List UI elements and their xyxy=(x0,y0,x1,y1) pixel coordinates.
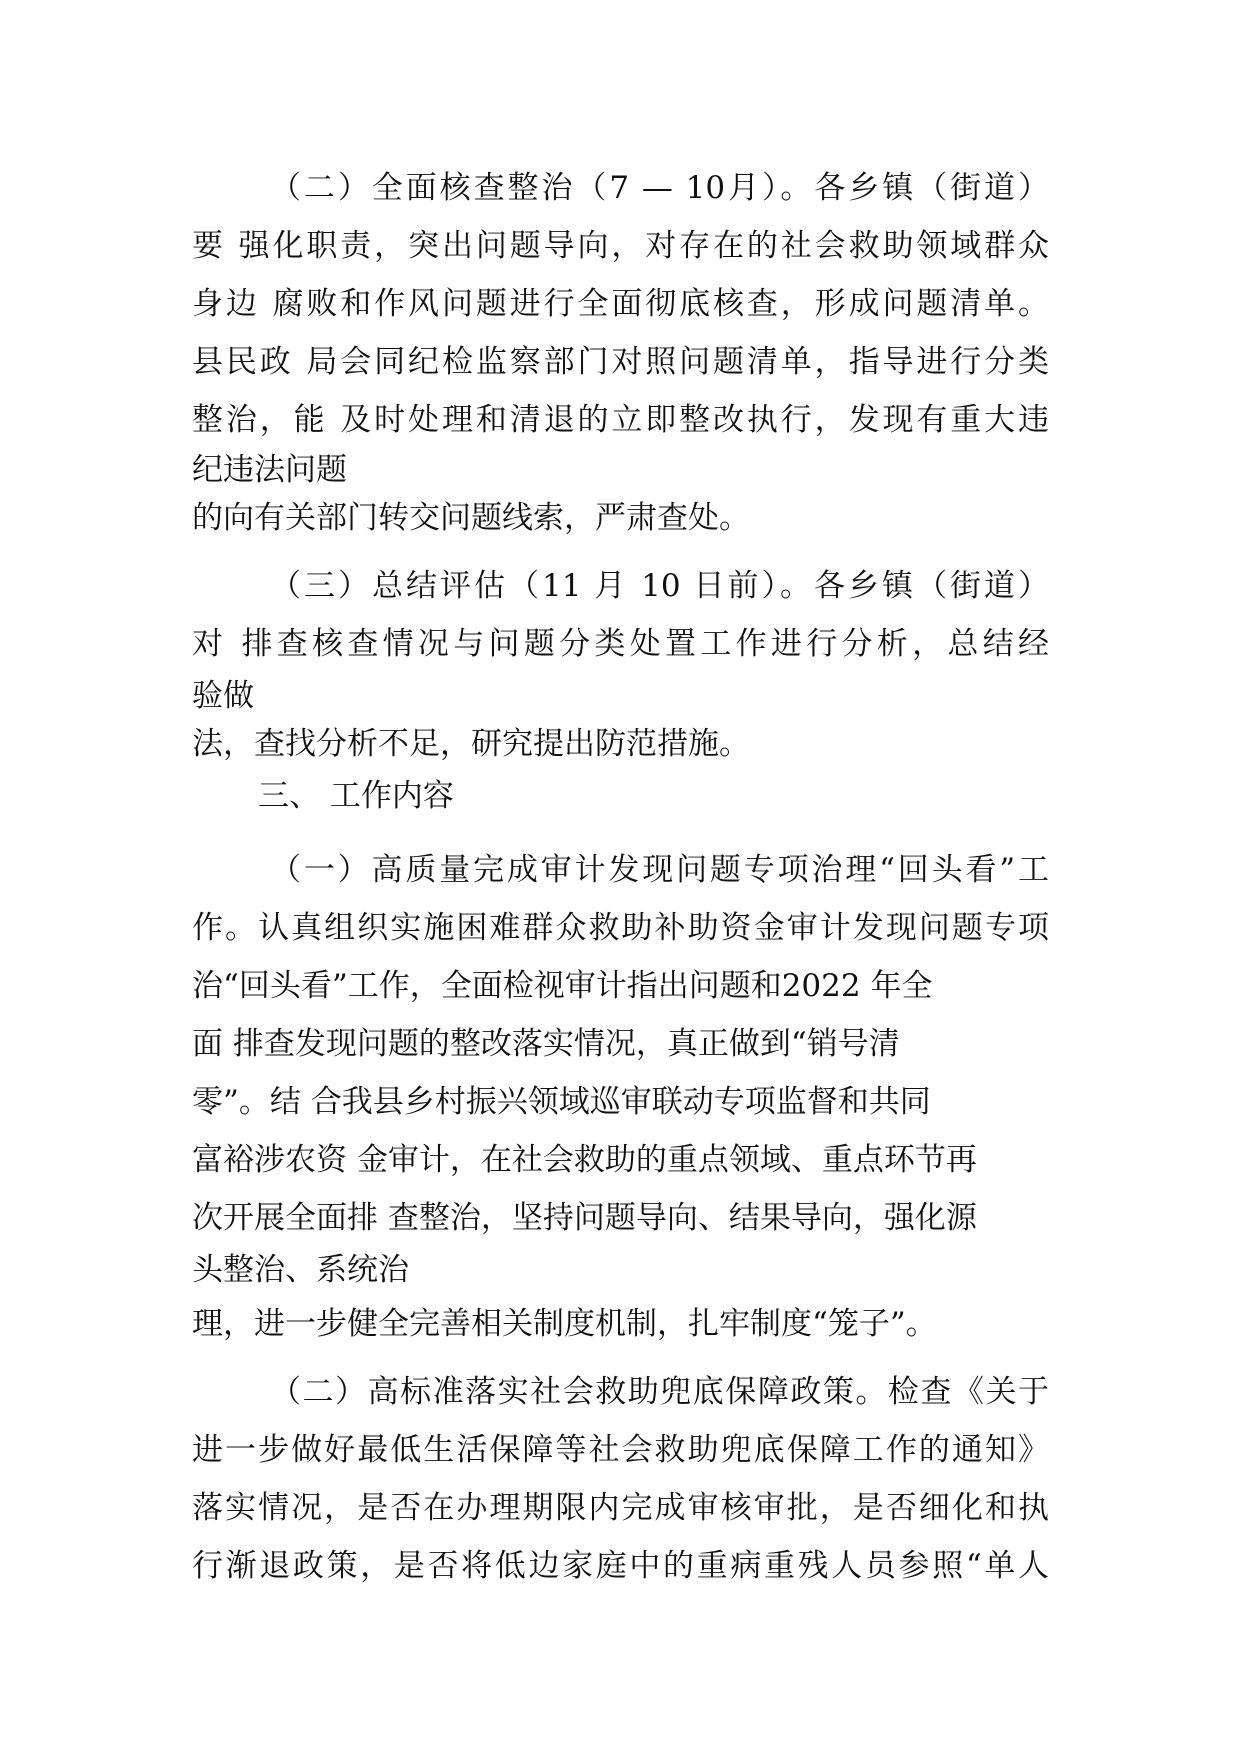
paragraph-line: 进一步做好最低生活保障等社会救助兜底保障工作的通知》 xyxy=(192,1432,1049,1468)
paragraph-line: （一）高质量完成审计发现问题专项治理“回头看”工 xyxy=(270,852,1049,888)
paragraph-line: 法，查找分析不足，研究提出防范措施。 xyxy=(192,726,750,762)
paragraph-line: 整治，能 及时处理和清退的立即整改执行，发现有重大违 xyxy=(192,402,1049,438)
paragraph-line: 身边 腐败和作风问题进行全面彻底核查，形成问题清单。 xyxy=(192,286,1049,322)
paragraph-line: 次开展全面排 查整治，坚持问题导向、结果导向，强化源 xyxy=(192,1200,977,1236)
paragraph-line: 行渐退政策，是否将低边家庭中的重病重残人员参照“单人 xyxy=(192,1548,1049,1584)
paragraph-line: 要 强化职责，突出问题导向，对存在的社会救助领域群众 xyxy=(192,228,1049,264)
paragraph-line: 对 排查核查情况与问题分类处置工作进行分析，总结经 xyxy=(192,626,1049,662)
paragraph-line: 理，进一步健全完善相关制度机制，扎牢制度“笼子”。 xyxy=(192,1306,937,1342)
paragraph-line: 落实情况，是否在办理期限内完成审核审批，是否细化和执 xyxy=(192,1490,1049,1526)
paragraph-line: 县民政 局会同纪检监察部门对照问题清单，指导进行分类 xyxy=(192,344,1049,380)
paragraph-line: 零”。结 合我县乡村振兴领域巡审联动专项监督和共同 xyxy=(192,1084,931,1120)
section-heading: 三、 工作内容 xyxy=(258,778,454,814)
paragraph-line: （二）高标准落实社会救助兜底保障政策。检查《关于 xyxy=(270,1374,1049,1410)
paragraph-line: 纪违法问题 xyxy=(192,452,347,488)
paragraph-line: （二）全面核查整治（7 — 10月）。各乡镇（街道） xyxy=(270,170,1049,206)
paragraph-line: 作。认真组织实施困难群众救助补助资金审计发现问题专项 xyxy=(192,910,1049,946)
paragraph-line: 验做 xyxy=(192,678,254,714)
paragraph-line: 头整治、系统治 xyxy=(192,1252,409,1288)
paragraph-line: （三）总结评估（11 月 10 日前）。各乡镇（街道） xyxy=(270,568,1049,604)
paragraph-line: 的向有关部门转交问题线索，严肃查处。 xyxy=(192,500,750,536)
paragraph-line: 富裕涉农资 金审计，在社会救助的重点领域、重点环节再 xyxy=(192,1142,977,1178)
paragraph-line: 治“回头看”工作，全面检视审计指出问题和2022 年全 xyxy=(192,968,933,1004)
paragraph-line: 面 排查发现问题的整改落实情况，真正做到“销号清 xyxy=(192,1026,900,1062)
